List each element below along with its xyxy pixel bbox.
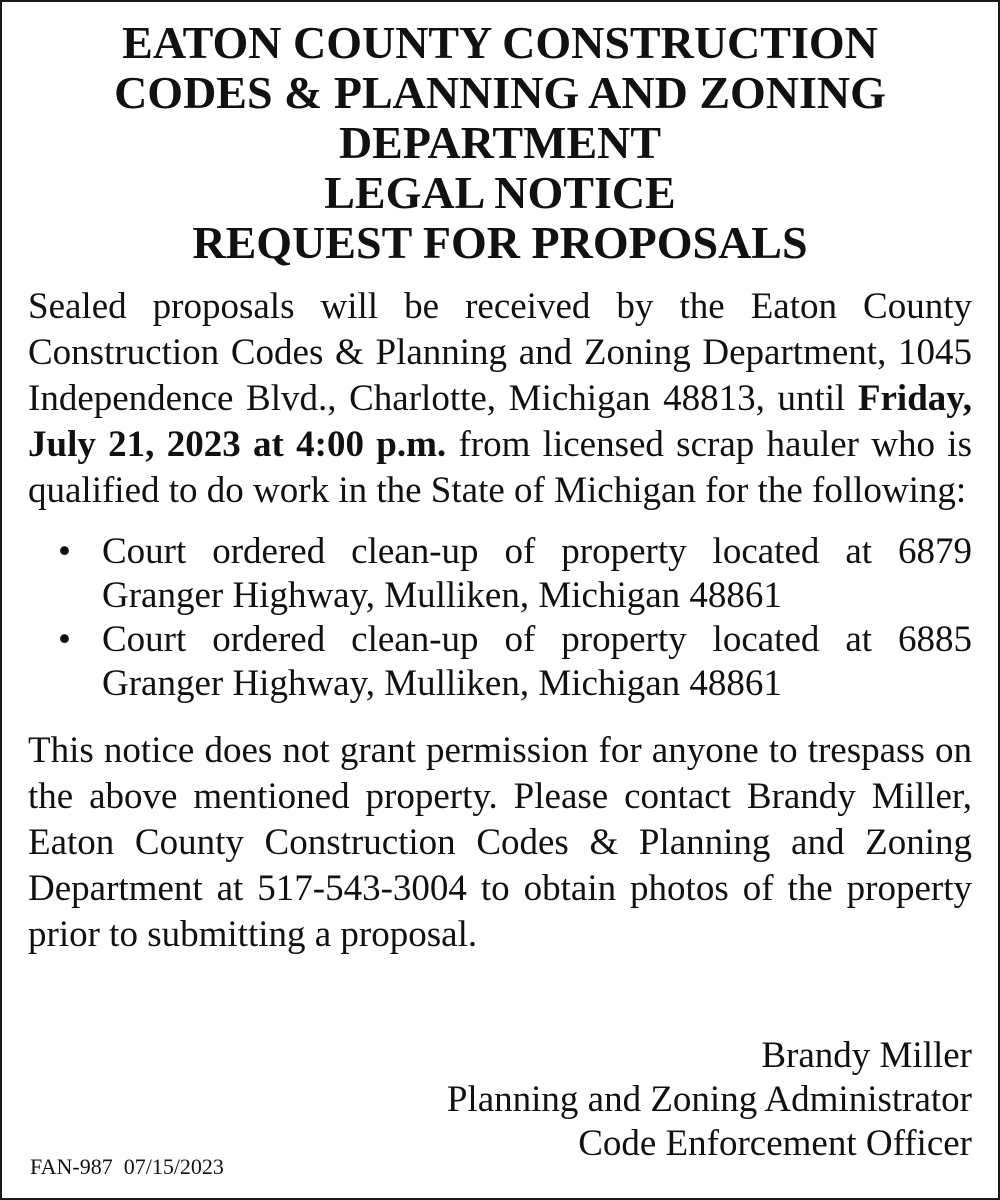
heading-line-2: CODES & PLANNING AND ZONING xyxy=(114,67,886,118)
notice-heading xyxy=(28,18,972,268)
trespass-notice: This notice does not grant permission for anyone to trespass on the above mentioned property. Please contact Brandy Miller, Eaton County Construction Codes & Planning and Zoning Department at 517-543-3004 to obtain photos of the property prior to submitting a proposal. xyxy=(28,730,972,955)
intro-text-after: from licensed scrap hauler who is qualified to do work in the State of Michigan for the following: xyxy=(28,424,972,511)
intro-paragraph xyxy=(28,284,972,514)
heading-line-5: REQUEST FOR PROPOSALS xyxy=(192,217,808,268)
bullet-icon: • xyxy=(58,619,71,660)
list-item xyxy=(28,530,972,618)
list-item xyxy=(28,618,972,706)
signature-block xyxy=(447,1034,972,1166)
heading-line-1: EATON COUNTY CONSTRUCTION xyxy=(122,17,878,68)
signatory-title-2: Code Enforcement Officer xyxy=(578,1123,972,1164)
list-item-text: Court ordered clean-up of property located at 6885 Granger Highway, Mulliken, Michigan 48861 xyxy=(102,619,972,704)
list-item-text: Court ordered clean-up of property located at 6879 Granger Highway, Mulliken, Michigan 48861 xyxy=(102,531,972,616)
bullet-icon: • xyxy=(58,531,71,572)
intro-text-before: Sealed proposals will be received by the Eaton County Construction Codes & Planning and Zoning Department, 1045 Independence Blvd., Charlotte, Michigan 48813, until xyxy=(28,286,972,419)
heading-line-4: LEGAL NOTICE xyxy=(324,167,676,218)
signatory-name: Brandy Miller xyxy=(761,1035,972,1076)
heading-line-3: DEPARTMENT xyxy=(338,117,662,168)
proposal-deadline: Friday, July 21, 2023 at 4:00 p.m. xyxy=(28,378,972,465)
notice-reference: FAN-987 07/15/2023 xyxy=(30,1154,224,1179)
property-list xyxy=(28,530,972,706)
signatory-title-1: Planning and Zoning Administrator xyxy=(446,1079,972,1120)
